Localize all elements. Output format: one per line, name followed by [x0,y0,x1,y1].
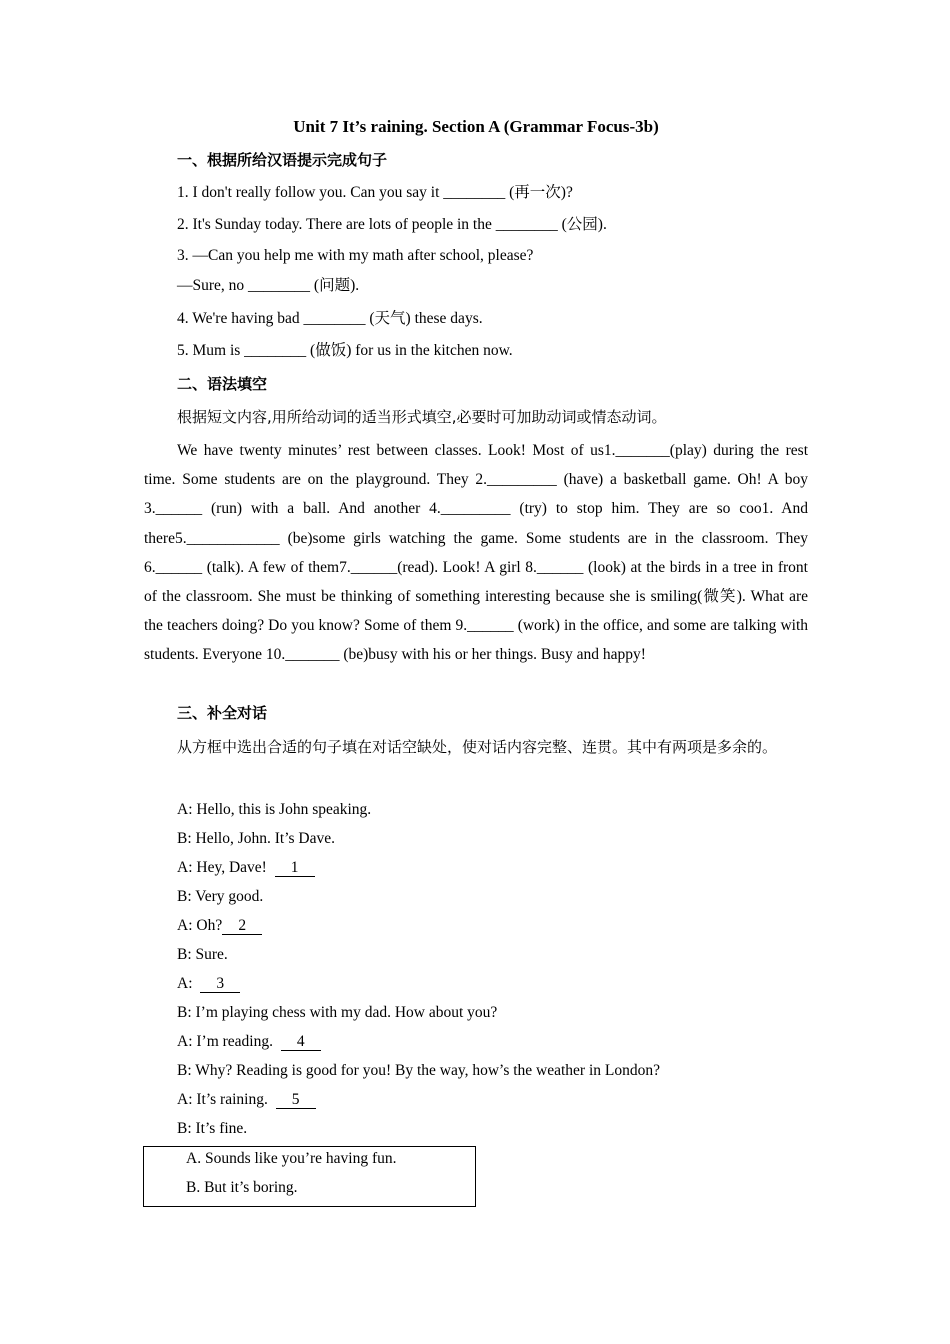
passage-text: (try) to stop him. They are so coo1. And there5. [144,500,808,547]
dialogue-text: B: Why? Reading is good for you! By the way, how’s the weather in London? [177,1062,660,1079]
section1-heading: 一、根据所给汉语提示完成句子 [177,151,388,169]
blank-1[interactable]: _______ [615,442,670,459]
s1-item-4: 4. We're having bad ________ (天气) these days. [177,310,483,327]
dialogue-line-2 [177,829,335,849]
blank-3[interactable]: ______ [155,500,203,518]
dialogue-line-3 [177,858,315,878]
dialogue-text: B: I’m playing chess with my dad. How about you? [177,1004,498,1021]
passage-text: (be)busy with his or her things. Busy and happy! [339,646,646,664]
blank-5[interactable]: ____________ [186,529,280,547]
passage-text: (read). Look! A girl 8. [397,558,537,576]
passage-text: (run) with a ball. And another 4. [202,500,441,518]
dialogue-text: A: [177,975,201,992]
dialogue-text: A: Hello, this is John speaking. [177,801,372,818]
option-b: B. But it’s boring. [186,1179,298,1196]
s1-item-3: 3. —Can you help me with my math after school, please? [177,247,534,264]
passage-text: (be)some girls watching the game. Some students are in the classroom. They 6. [144,529,808,576]
dialogue-text: B: Hello, John. It’s Dave. [177,830,335,847]
dialogue-line-7 [177,974,240,994]
section3-instruction: 从方框中选出合适的句子填在对话空缺处，使对话内容完整、连贯。其中有两项是多余的。 [177,738,778,756]
passage-text: (work) in the office, and some are talking with students. Everyone 10. [144,617,808,664]
passage-text: We have twenty minutes’ rest between classes. Look! Most of us1. [177,442,616,459]
s1-item-2: 2. It's Sunday today. There are lots of people in the ________ (公园). [177,216,607,233]
dialogue-blank-5[interactable]: 5 [276,1092,316,1109]
s1-item-5: 5. Mum is ________ (做饭) for us in the kitchen now. [177,342,513,359]
dialogue-text: B: It’s fine. [177,1120,248,1137]
blank-4[interactable]: _________ [440,500,511,518]
dialogue-line-5 [177,916,262,936]
page-title: Unit 7 It’s raining. Section A (Grammar Focus-3b) [293,117,659,136]
options-box [143,1146,476,1207]
blank-10[interactable]: _______ [285,646,340,664]
dialogue-blank-1[interactable]: 1 [275,860,315,877]
dialogue-line-4 [177,887,263,907]
dialogue-line-8 [177,1003,497,1023]
dialogue-line-9 [177,1032,321,1052]
dialogue-text: B: Sure. [177,946,228,963]
blank-7[interactable]: ______ [350,558,398,576]
dialogue-line-1 [177,800,371,820]
blank-2[interactable]: _________ [487,471,557,489]
dialogue-line-12 [177,1119,247,1139]
passage-text: (have) a basketball game. Oh! A boy 3. [144,471,808,518]
dialogue-line-11 [177,1090,316,1110]
s1-item-3-answer: —Sure, no ________ (问题). [177,277,360,294]
dialogue-text: A: Oh? [177,917,223,934]
blank-8[interactable]: ______ [536,558,584,576]
passage-text: (talk). A few of them7. [202,558,351,576]
passage-text: (look) at the birds in a tree in front of the classroom. She must be thinking of something interesting because she is smiling(微笑). What are the teachers doing? Do you know? Some of them 9. [144,558,808,635]
dialogue-blank-2[interactable]: 2 [222,918,262,935]
blank-6[interactable]: ______ [155,558,203,576]
blank-9[interactable]: ______ [467,617,514,635]
dialogue-text: A: I’m reading. [177,1033,281,1050]
dialogue-blank-4[interactable]: 4 [281,1034,321,1051]
section3-heading: 三、补全对话 [177,704,268,722]
passage-text: (play) during the rest time. Some students are on the playground. They 2. [144,442,809,489]
section2-instruction: 根据短文内容,用所给动词的适当形式填空,必要时可加助动词或情态动词。 [177,408,667,426]
dialogue-text: A: Hey, Dave! [177,859,275,876]
dialogue-line-6 [177,945,228,965]
dialogue-line-10 [177,1061,660,1081]
option-a: A. Sounds like you’re having fun. [186,1150,397,1167]
cloze-passage [144,436,808,670]
dialogue-text: A: It’s raining. [177,1091,276,1108]
section2-heading: 二、语法填空 [177,375,268,393]
dialogue-text: B: Very good. [177,888,264,905]
dialogue-blank-3[interactable]: 3 [200,976,240,993]
s1-item-1: 1. I don't really follow you. Can you say it ________ (再一次)? [177,184,573,201]
